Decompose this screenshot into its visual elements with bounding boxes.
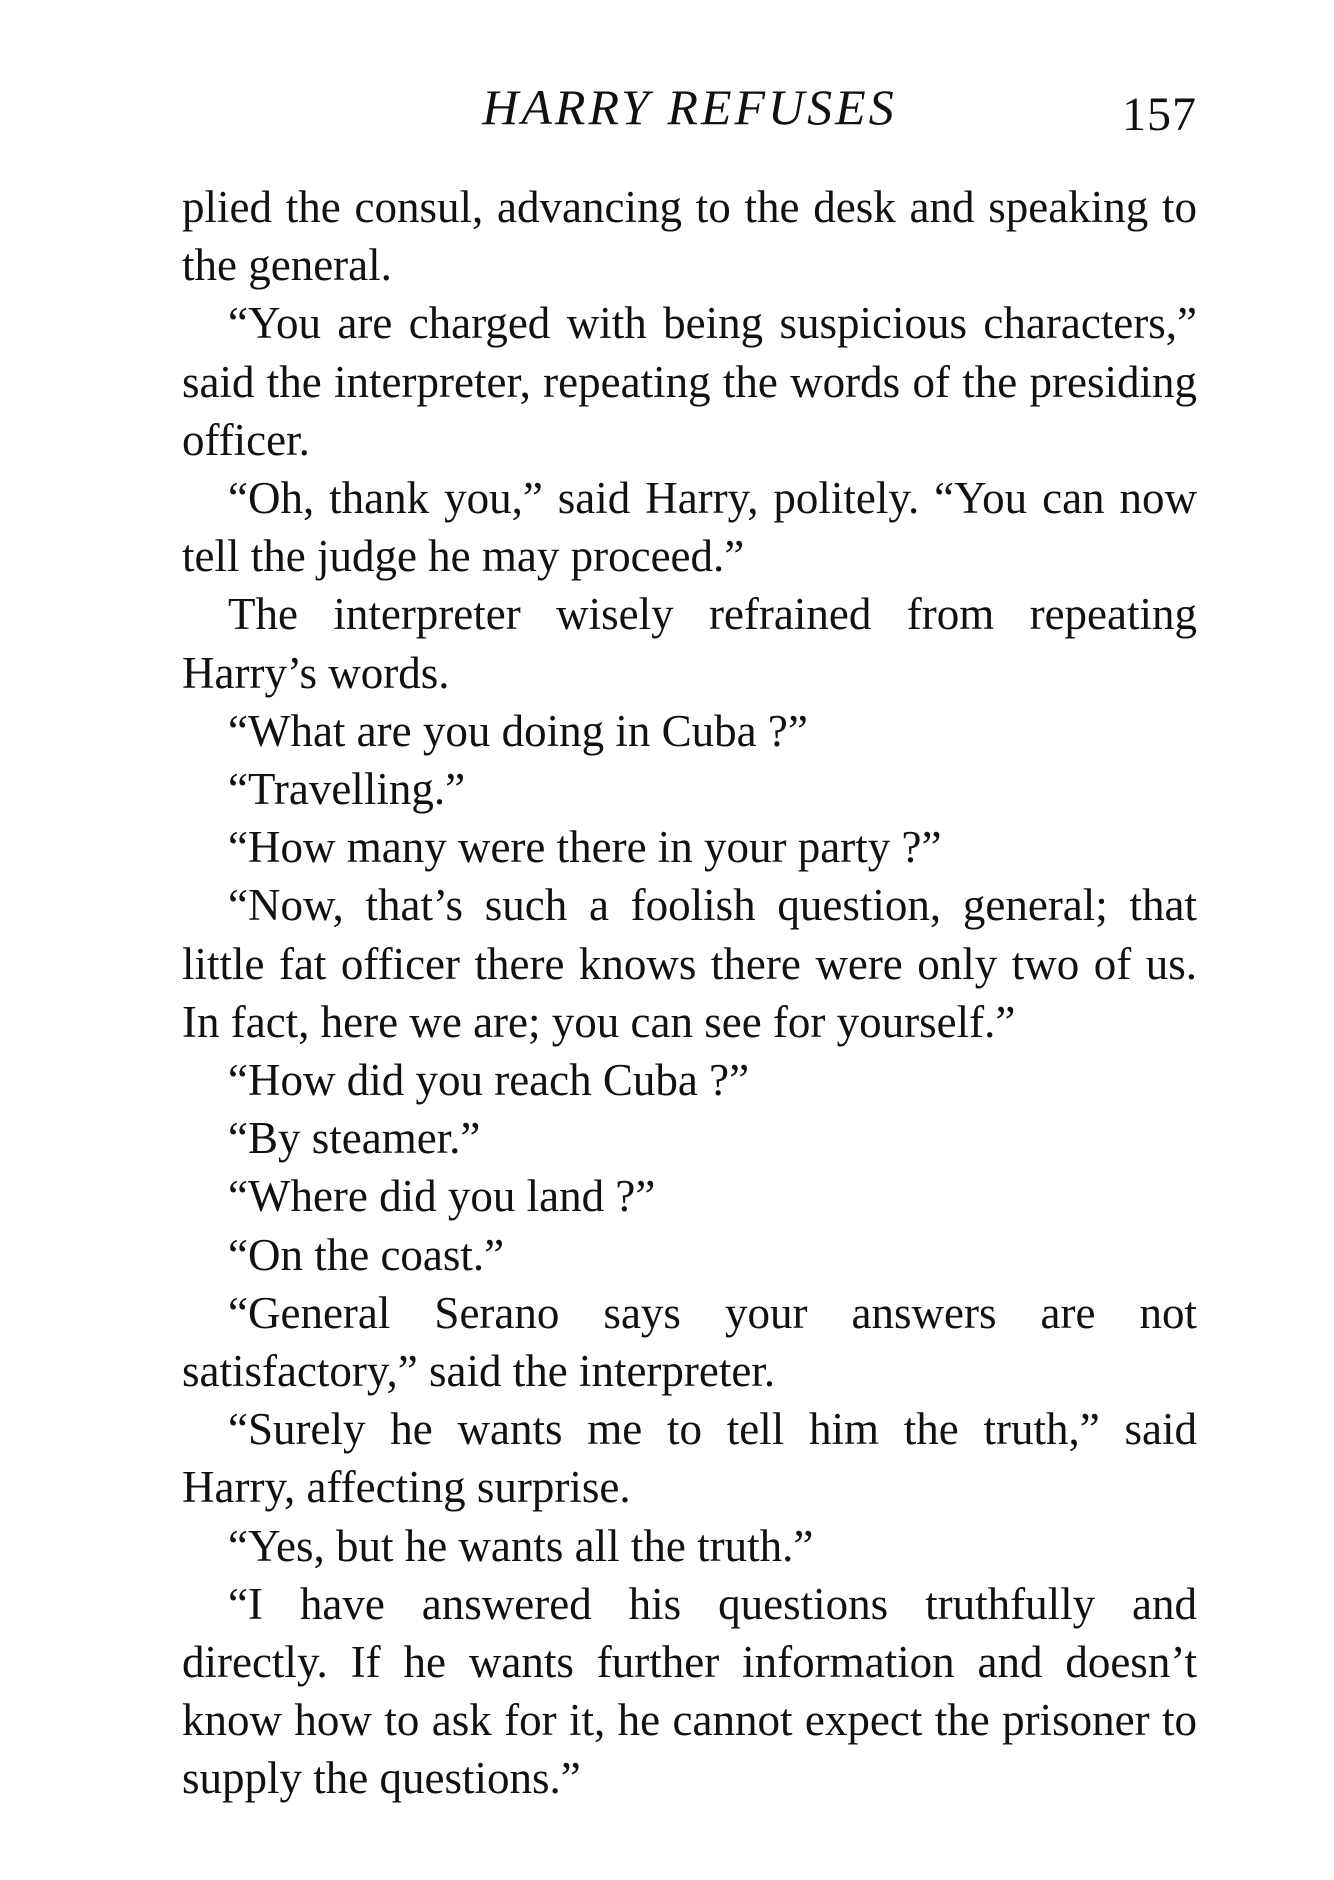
paragraph: “By steamer.”	[228, 1113, 481, 1164]
paragraph: “Travelling.”	[228, 764, 466, 815]
page-number: 157	[1122, 88, 1197, 141]
paragraph: The interpreter wisely refrained from repeating Harry’s words.	[182, 589, 1197, 698]
paragraph: “Oh, thank you,” said Harry, politely. “You can now tell the judge he may proceed.”	[182, 473, 1197, 582]
paragraph: “What are you doing in Cuba ?”	[228, 705, 808, 756]
running-title: HARRY REFUSES	[482, 79, 897, 135]
paragraph: “Now, that’s such a foolish question, general; that little fat officer there knows there were only two of us. In fact, here we are; you can see for yourself.”	[182, 880, 1197, 1047]
paragraph: “I have answered his questions truthfully and directly. If he wants further information and doesn’t know how to ask for it, he cannot expect the prisoner to supply the questions.”	[182, 1578, 1197, 1804]
paragraph: “Surely he wants me to tell him the truth,” said Harry, affecting surprise.	[182, 1404, 1197, 1513]
paragraph: “On the coast.”	[228, 1229, 505, 1280]
paragraph: “How many were there in your party ?”	[228, 822, 942, 873]
paragraph: “How did you reach Cuba ?”	[228, 1055, 750, 1106]
paragraph: “Yes, but he wants all the truth.”	[228, 1520, 814, 1571]
page-header	[182, 72, 1197, 142]
body-text	[182, 178, 1197, 1808]
paragraph: “Where did you land ?”	[228, 1171, 656, 1222]
paragraph: plied the consul, advancing to the desk and speaking to the general.	[182, 182, 1197, 291]
paragraph: “General Serano says your answers are not satisfactory,” said the interpreter.	[182, 1287, 1197, 1397]
paragraph: “You are charged with being suspicious characters,” said the interpreter, repeating the words of the presiding officer.	[182, 298, 1197, 465]
